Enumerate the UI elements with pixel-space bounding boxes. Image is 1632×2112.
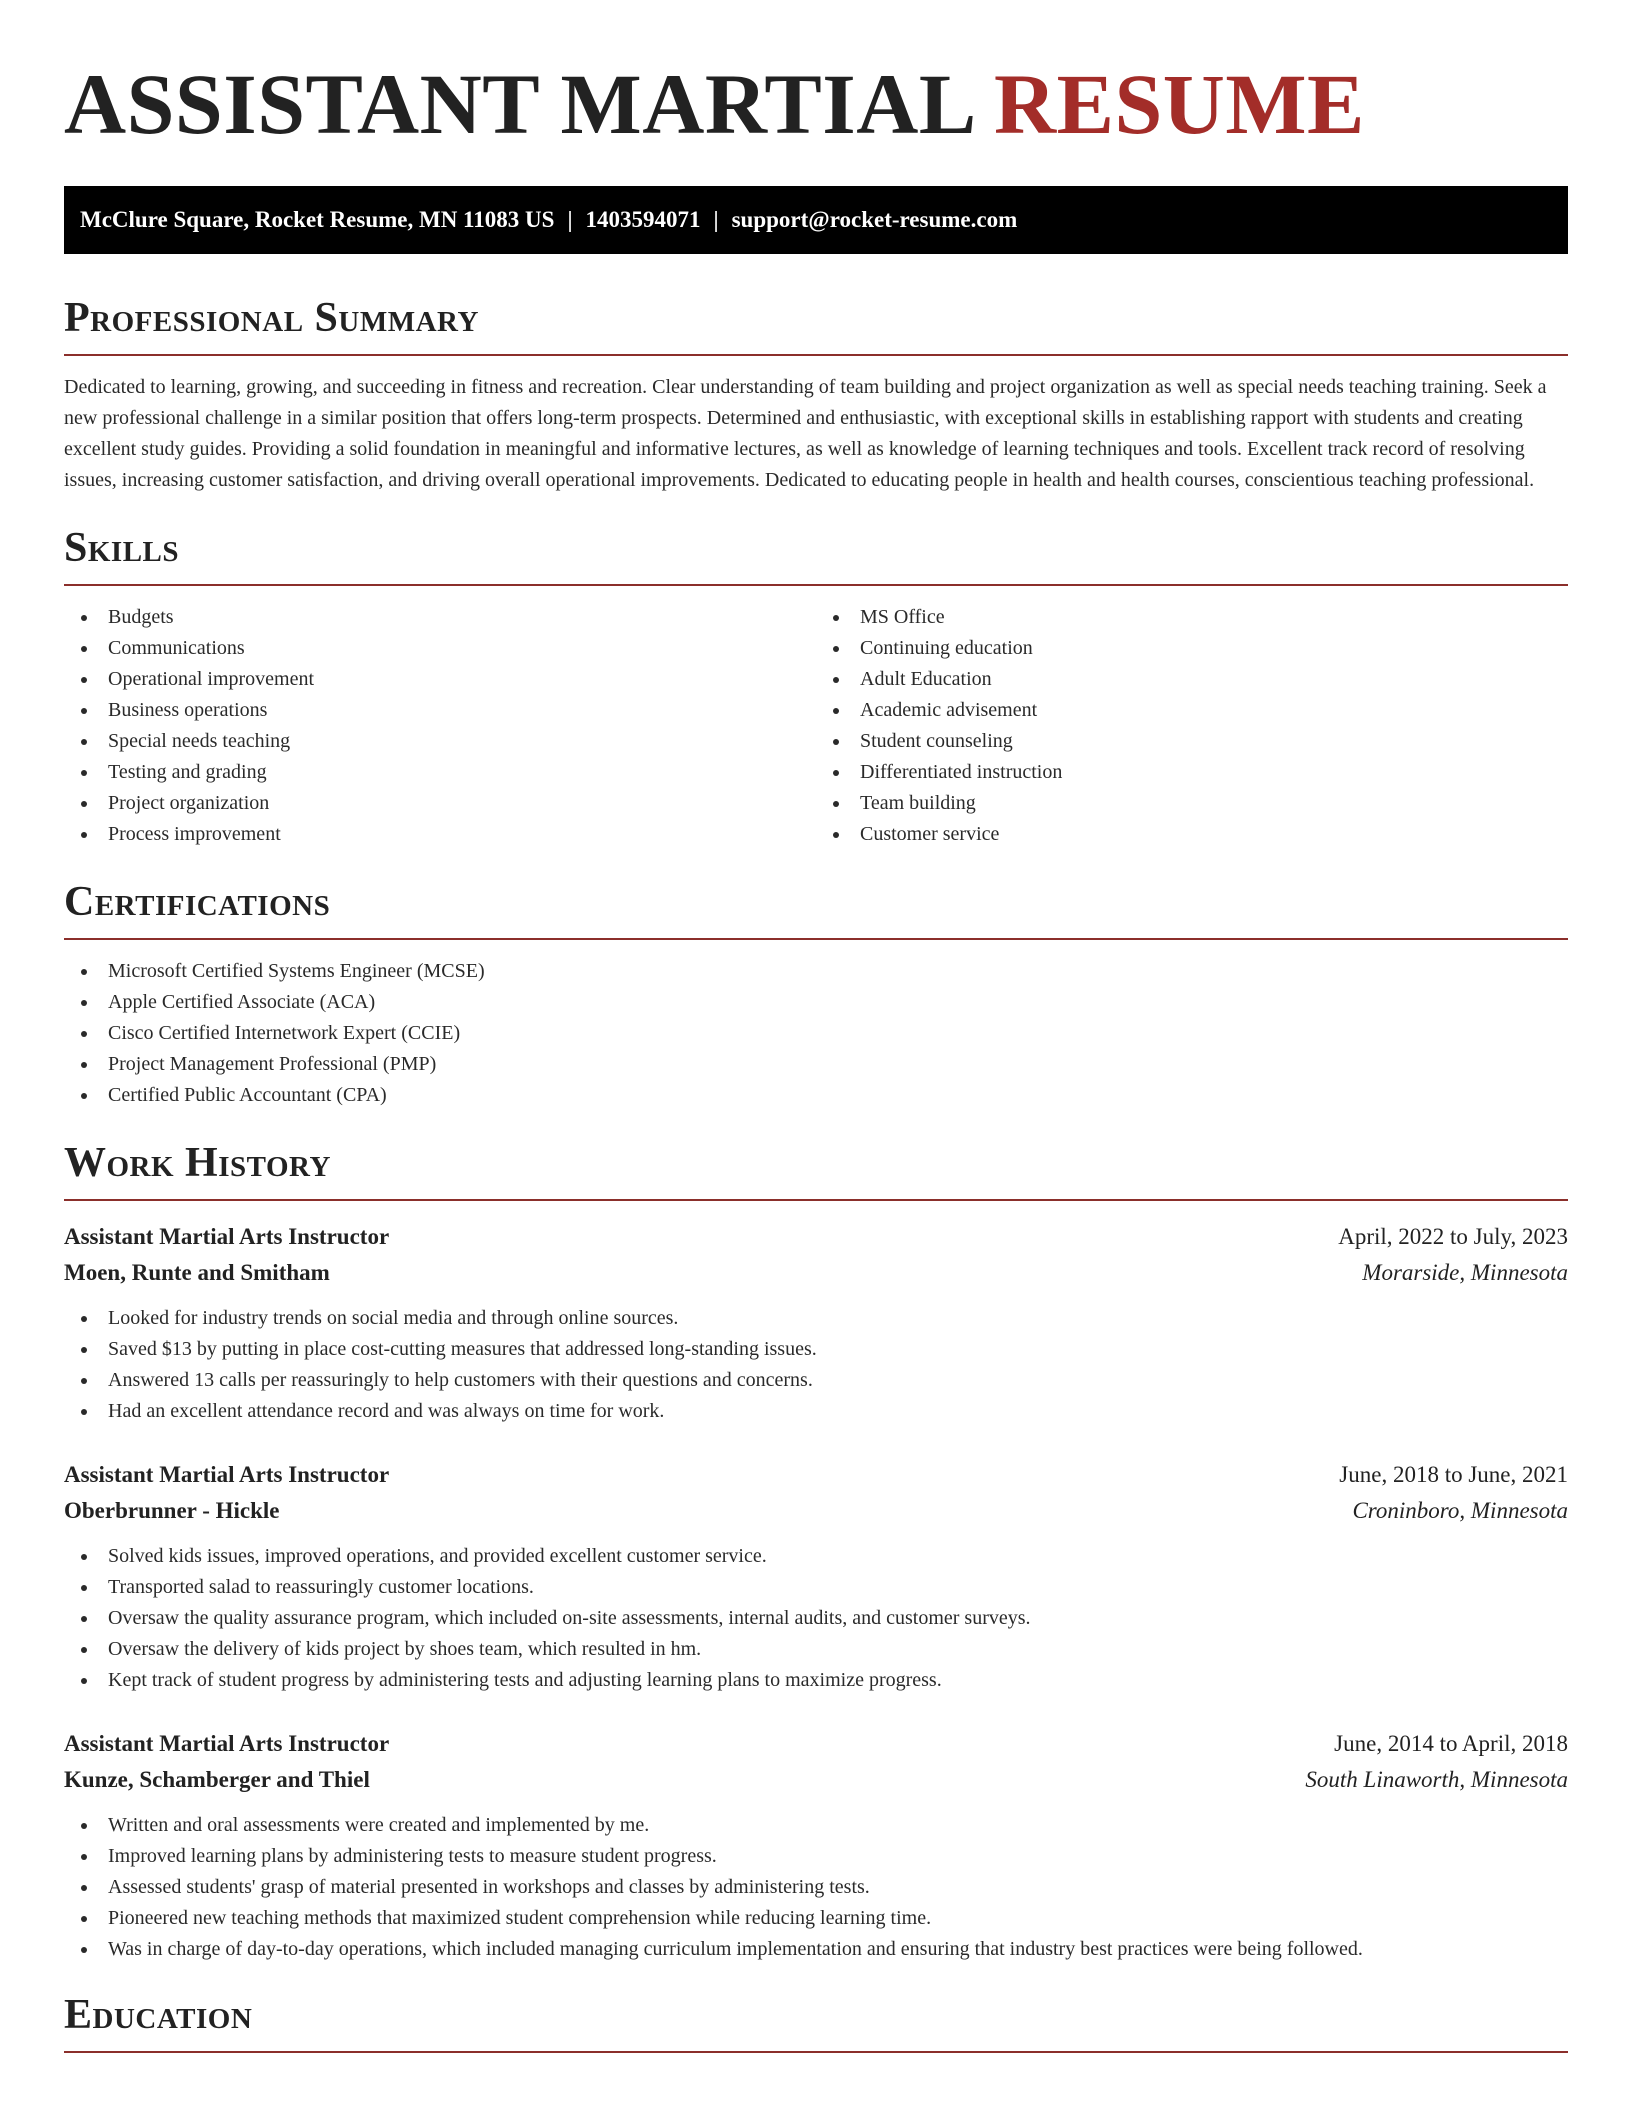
job-bullet: Answered 13 calls per reassuringly to help customers with their questions and concerns. <box>64 1365 1568 1396</box>
skill-item: Differentiated instruction <box>816 757 1568 788</box>
contact-address: McClure Square, Rocket Resume, MN 11083 US <box>80 207 555 232</box>
job-bullets <box>64 1810 1568 1965</box>
skills-grid <box>64 602 1568 850</box>
skill-item: Business operations <box>64 695 816 726</box>
job-bullet: Assessed students' grasp of material presented in workshops and classes by administering tests. <box>64 1872 1568 1903</box>
skills-section <box>64 524 1568 850</box>
job-location: Morarside, Minnesota <box>1362 1260 1568 1285</box>
section-heading-education: Education <box>64 1991 1568 2053</box>
certification-item: Certified Public Accountant (CPA) <box>64 1080 1568 1111</box>
contact-phone[interactable]: 1403594071 <box>585 207 701 232</box>
certification-item: Project Management Professional (PMP) <box>64 1049 1568 1080</box>
job-bullet: Improved learning plans by administering tests to measure student progress. <box>64 1841 1568 1872</box>
education-section <box>64 1991 1568 2053</box>
skill-item: Process improvement <box>64 819 816 850</box>
skill-item: Operational improvement <box>64 664 816 695</box>
job-bullet: Transported salad to reassuringly customer locations. <box>64 1572 1568 1603</box>
skill-item: Communications <box>64 633 816 664</box>
job-role: Assistant Martial Arts Instructor <box>64 1224 390 1249</box>
job-bullet: Written and oral assessments were created and implemented by me. <box>64 1810 1568 1841</box>
job-subheader-row <box>64 1762 1568 1798</box>
job-bullets <box>64 1303 1568 1427</box>
skill-item: MS Office <box>816 602 1568 633</box>
job-bullet: Looked for industry trends on social media and through online sources. <box>64 1303 1568 1334</box>
job-bullet: Oversaw the quality assurance program, which included on-site assessments, internal audits, and customer surveys. <box>64 1603 1568 1634</box>
skill-item: Student counseling <box>816 726 1568 757</box>
job-bullet: Was in charge of day-to-day operations, which included managing curriculum implementation and ensuring that industry best practices were being followed. <box>64 1934 1568 1965</box>
title-main: ASSISTANT MARTIAL <box>64 56 972 152</box>
job-header-row <box>64 1219 1568 1255</box>
section-heading-skills: Skills <box>64 524 1568 586</box>
summary-paragraph: Dedicated to learning, growing, and succeeding in fitness and recreation. Clear understanding of team building and project organization as well as special needs teaching training. Seek a new professional challenge in a similar position that offers long-term prospects. Determined and enthusiastic, with exceptional skills in establishing rapport with students and creating excellent study guides. Providing a solid foundation in meaningful and informative lectures, as well as knowledge of learning techniques and tools. Excellent track record of resolving issues, increasing customer satisfaction, and driving overall operational improvements. Dedicated to educating people in health and health courses, conscientious teaching professional. <box>64 376 1547 491</box>
skill-item: Academic advisement <box>816 695 1568 726</box>
skill-item: Special needs teaching <box>64 726 816 757</box>
skill-item: Continuing education <box>816 633 1568 664</box>
job-subheader-row <box>64 1255 1568 1291</box>
skill-item: Customer service <box>816 819 1568 850</box>
contact-bar <box>64 186 1568 254</box>
job-company: Moen, Runte and Smitham <box>64 1260 330 1285</box>
job-location: Croninboro, Minnesota <box>1352 1498 1568 1523</box>
job-bullet: Solved kids issues, improved operations, and provided excellent customer service. <box>64 1541 1568 1572</box>
contact-separator: | <box>567 207 573 232</box>
job-bullet: Kept track of student progress by administering tests and adjusting learning plans to maximize progress. <box>64 1665 1568 1696</box>
job-dates: June, 2018 to June, 2021 <box>1339 1462 1568 1487</box>
certifications-section <box>64 878 1568 1111</box>
job-bullet: Had an excellent attendance record and was always on time for work. <box>64 1396 1568 1427</box>
skill-item: Team building <box>816 788 1568 819</box>
job-header-row <box>64 1726 1568 1762</box>
skill-item: Testing and grading <box>64 757 816 788</box>
job-entry <box>64 1457 1568 1696</box>
skill-item: Project organization <box>64 788 816 819</box>
skills-column-left <box>64 602 816 850</box>
contact-separator: | <box>713 207 719 232</box>
resume-title <box>64 0 1568 152</box>
contact-email[interactable]: support@rocket-resume.com <box>731 207 1018 232</box>
job-company: Oberbrunner - Hickle <box>64 1498 280 1523</box>
skills-list-left <box>64 602 816 850</box>
job-bullet: Oversaw the delivery of kids project by shoes team, which resulted in hm. <box>64 1634 1568 1665</box>
job-header-row <box>64 1457 1568 1493</box>
job-dates: April, 2022 to July, 2023 <box>1338 1224 1568 1249</box>
job-location: South Linaworth, Minnesota <box>1305 1767 1568 1792</box>
skill-item: Adult Education <box>816 664 1568 695</box>
title-accent: RESUME <box>993 56 1365 152</box>
skills-column-right <box>816 602 1568 850</box>
job-role: Assistant Martial Arts Instructor <box>64 1731 390 1756</box>
job-entry <box>64 1726 1568 1965</box>
job-role: Assistant Martial Arts Instructor <box>64 1462 390 1487</box>
job-subheader-row <box>64 1493 1568 1529</box>
job-bullets <box>64 1541 1568 1696</box>
job-company: Kunze, Schamberger and Thiel <box>64 1767 370 1792</box>
certifications-list <box>64 956 1568 1111</box>
certification-item: Cisco Certified Internetwork Expert (CCIE) <box>64 1018 1568 1049</box>
skill-item: Budgets <box>64 602 816 633</box>
section-heading-work-history: Work History <box>64 1139 1568 1201</box>
job-dates: June, 2014 to April, 2018 <box>1334 1731 1568 1756</box>
skills-list-right <box>816 602 1568 850</box>
work-history-section <box>64 1139 1568 1965</box>
job-entry <box>64 1219 1568 1427</box>
section-heading-certifications: Certifications <box>64 878 1568 940</box>
section-heading-summary: Professional Summary <box>64 294 1568 356</box>
professional-summary-section <box>64 294 1568 496</box>
job-bullet: Saved $13 by putting in place cost-cutting measures that addressed long-standing issues. <box>64 1334 1568 1365</box>
certification-item: Microsoft Certified Systems Engineer (MCSE) <box>64 956 1568 987</box>
certification-item: Apple Certified Associate (ACA) <box>64 987 1568 1018</box>
job-bullet: Pioneered new teaching methods that maximized student comprehension while reducing learning time. <box>64 1903 1568 1934</box>
